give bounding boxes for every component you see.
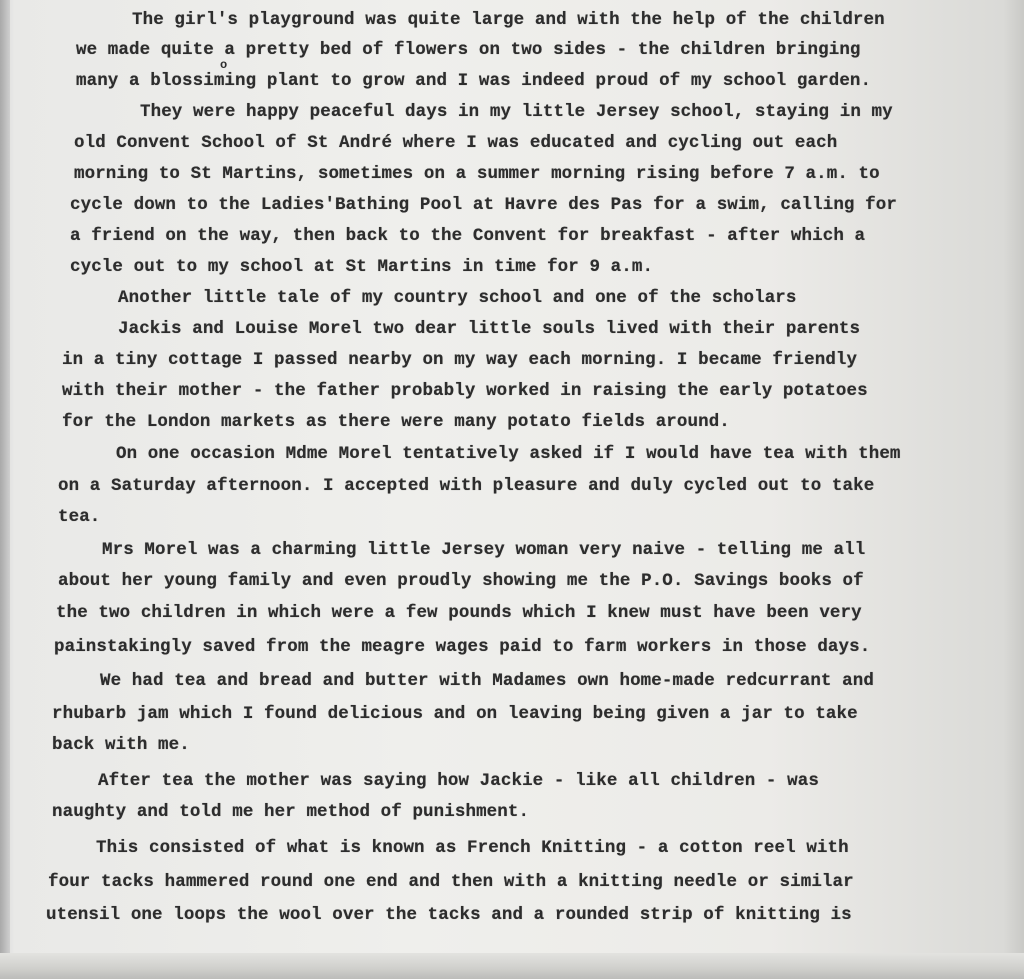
text-line: rhubarb jam which I found delicious and on leaving being given a jar to take <box>52 704 858 724</box>
text-line: They were happy peaceful days in my little Jersey school, staying in my <box>140 102 893 122</box>
text-line: many a blossiming plant to grow and I was indeed proud of my school garden. <box>76 71 872 91</box>
text-line: for the London markets as there were many potato fields around. <box>62 412 730 432</box>
text-line: tea. <box>58 507 101 527</box>
text-line: we made quite a pretty bed of flowers on two sides - the children bringing <box>76 40 861 60</box>
text-line: about her young family and even proudly showing me the P.O. Savings books of <box>58 571 864 591</box>
page-bottom-edge <box>0 953 1024 979</box>
text-line: Jackis and Louise Morel two dear little souls lived with their parents <box>118 319 861 339</box>
text-line: naughty and told me her method of punishment. <box>52 802 530 822</box>
text-line: cycle out to my school at St Martins in time for 9 a.m. <box>70 257 654 277</box>
text-line: morning to St Martins, sometimes on a summer morning rising before 7 a.m. to <box>74 164 880 184</box>
text-line: old Convent School of St André where I was educated and cycling out each <box>74 133 838 153</box>
text-line: On one occasion Mdme Morel tentatively asked if I would have tea with them <box>116 444 901 464</box>
text-line: Mrs Morel was a charming little Jersey woman very naive - telling me all <box>102 540 866 560</box>
text-line: the two children in which were a few pounds which I knew must have been very <box>56 603 862 623</box>
page-left-edge <box>0 0 10 979</box>
text-line: cycle down to the Ladies'Bathing Pool at Havre des Pas for a swim, calling for <box>70 195 897 215</box>
handwritten-insertion-mark: o <box>220 58 228 72</box>
text-line: utensil one loops the wool over the tacks and a rounded strip of knitting is <box>46 905 852 925</box>
text-line: The girl's playground was quite large and with the help of the children <box>132 10 885 30</box>
text-line: After tea the mother was saying how Jackie - like all children - was <box>98 771 819 791</box>
text-line: in a tiny cottage I passed nearby on my way each morning. I became friendly <box>62 350 858 370</box>
text-line: on a Saturday afternoon. I accepted with pleasure and duly cycled out to take <box>58 476 875 496</box>
text-line: back with me. <box>52 735 190 755</box>
text-line: We had tea and bread and butter with Madames own home-made redcurrant and <box>100 671 874 691</box>
text-line: a friend on the way, then back to the Convent for breakfast - after which a <box>70 226 866 246</box>
text-line: Another little tale of my country school and one of the scholars <box>118 288 797 308</box>
text-line: painstakingly saved from the meagre wages paid to farm workers in those days. <box>54 637 871 657</box>
text-line: This consisted of what is known as French Knitting - a cotton reel with <box>96 838 849 858</box>
text-line: four tacks hammered round one end and then with a knitting needle or similar <box>48 872 854 892</box>
text-line: with their mother - the father probably worked in raising the early potatoes <box>62 381 868 401</box>
typewritten-sheet <box>18 0 1018 955</box>
